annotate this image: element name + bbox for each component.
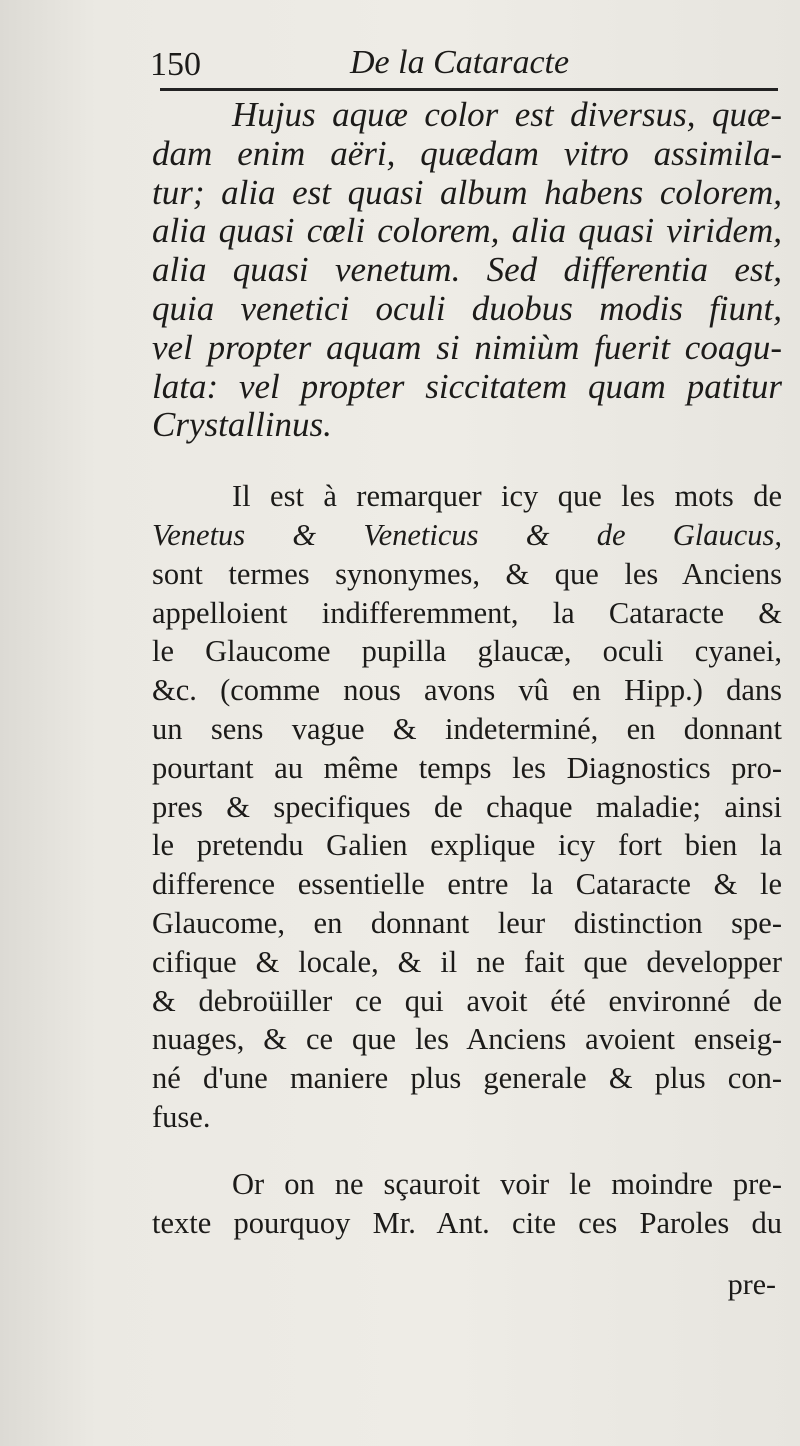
text-line: Venetus & Veneticus & de Glaucus,	[152, 517, 782, 552]
text-line: Hujus aquæ color est diversus, quæ-	[232, 95, 782, 134]
text-line: pourtant au même temps les Diagnostics pro-	[152, 750, 782, 785]
text-line: difference essentielle entre la Cataracte & le	[152, 867, 782, 902]
french-paragraph-2	[152, 1165, 782, 1243]
french-paragraph-1	[152, 477, 782, 1137]
text-line: pres & specifiques de chaque maladie; ainsi	[152, 789, 782, 824]
latin-quotation	[152, 96, 782, 445]
text-line: tur; alia est quasi album habens colorem,	[152, 172, 782, 212]
text-line: Glaucome, en donnant leur distinction spe-	[152, 905, 782, 940]
text-line: Il est à remarquer icy que les mots de	[232, 479, 782, 514]
text-line: lata: vel propter siccitatem quam patitur	[152, 366, 782, 406]
body-text	[152, 96, 782, 1242]
running-title: De la Cataracte	[350, 44, 570, 81]
text-line: dam enim aëri, quædam vitro assimila-	[152, 133, 782, 173]
text-line: Or on ne sçauroit voir le moindre pre-	[232, 1166, 782, 1201]
header-rule	[160, 88, 778, 91]
text-line: &c. (comme nous avons vû en Hipp.) dans	[152, 673, 782, 708]
text-line: appelloient indifferemment, la Cataracte &	[152, 595, 782, 630]
page-header	[150, 40, 780, 90]
text-line: fuse.	[152, 1099, 211, 1134]
text-line: Crystallinus.	[152, 405, 332, 445]
text-line: nuages, & ce que les Anciens avoient enseig-	[152, 1022, 782, 1057]
text-line: & debroüiller ce qui avoit été environné de	[152, 983, 782, 1018]
text-line: sont termes synonymes, & que les Anciens	[152, 556, 782, 591]
text-line: né d'une maniere plus generale & plus con-	[152, 1061, 782, 1096]
text-line: le Glaucome pupilla glaucæ, oculi cyanei,	[152, 634, 782, 669]
catchword: pre-	[727, 1268, 776, 1301]
text-line: cifique & locale, & il ne fait que developper	[152, 944, 782, 979]
text-line: le pretendu Galien explique icy fort bien la	[152, 828, 782, 863]
text-line: vel propter aquam si nimiùm fuerit coagu-	[152, 327, 782, 367]
page-number: 150	[150, 46, 201, 83]
text-line: alia quasi venetum. Sed differentia est,	[152, 250, 782, 290]
text-line: alia quasi cœli colorem, alia quasi viridem,	[152, 211, 782, 251]
text-line: un sens vague & indeterminé, en donnant	[152, 711, 782, 746]
text-line: quia venetici oculi duobus modis fiunt,	[152, 288, 782, 328]
text-line: texte pourquoy Mr. Ant. cite ces Paroles du	[152, 1205, 782, 1240]
